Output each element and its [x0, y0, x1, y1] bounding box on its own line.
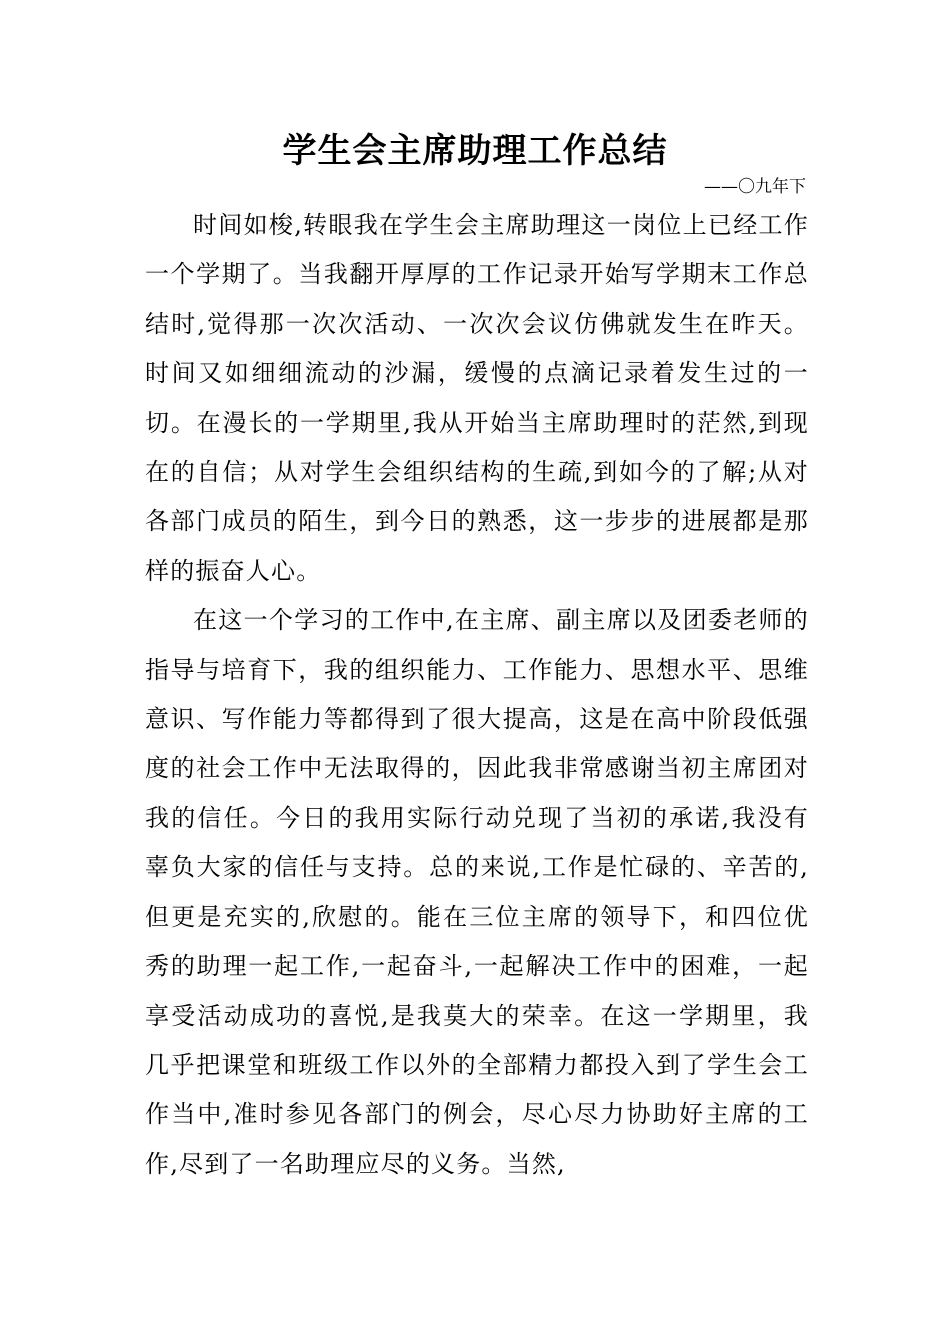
paragraph: 时间如梭,转眼我在学生会主席助理这一岗位上已经工作一个学期了。当我翻开厚厚的工作记录开始写学期末工作总结时,觉得那一次次活动、一次次会议仿佛就发生在昨天。时间又如细细流动的沙漏，缓慢的点滴记录着发生过的一切。在漫长的一学期里,我从开始当主席助理时的茫然,到现在的自信；从对学生会组织结构的生疏,到如今的了解;从对各部门成员的陌生，到今日的熟悉，这一步步的进展都是那样的振奋人心。	[145, 211, 809, 585]
document-date: ——〇九年下	[704, 177, 806, 197]
document-title: 学生会主席助理工作总结	[282, 131, 668, 171]
paragraph: 在这一个学习的工作中,在主席、副主席以及团委老师的指导与培育下，我的组织能力、工作能力、思想水平、思维意识、写作能力等都得到了很大提高，这是在高中阶段低强度的社会工作中无法取得的，因此我非常感谢当初主席团对我的信任。今日的我用实际行动兑现了当初的承诺,我没有辜负大家的信任与支持。总的来说,工作是忙碌的、辛苦的,但更是充实的,欣慰的。能在三位主席的领导下，和四位优秀的助理一起工作,一起奋斗,一起解决工作中的困难，一起享受活动成功的喜悦,是我莫大的荣幸。在这一学期里，我几乎把课堂和班级工作以外的全部精力都投入到了学生会工作当中,准时参见各部门的例会，尽心尽力协助好主席的工作,尽到了一名助理应尽的义务。当然,	[145, 606, 809, 1178]
document-body	[145, 201, 809, 1189]
